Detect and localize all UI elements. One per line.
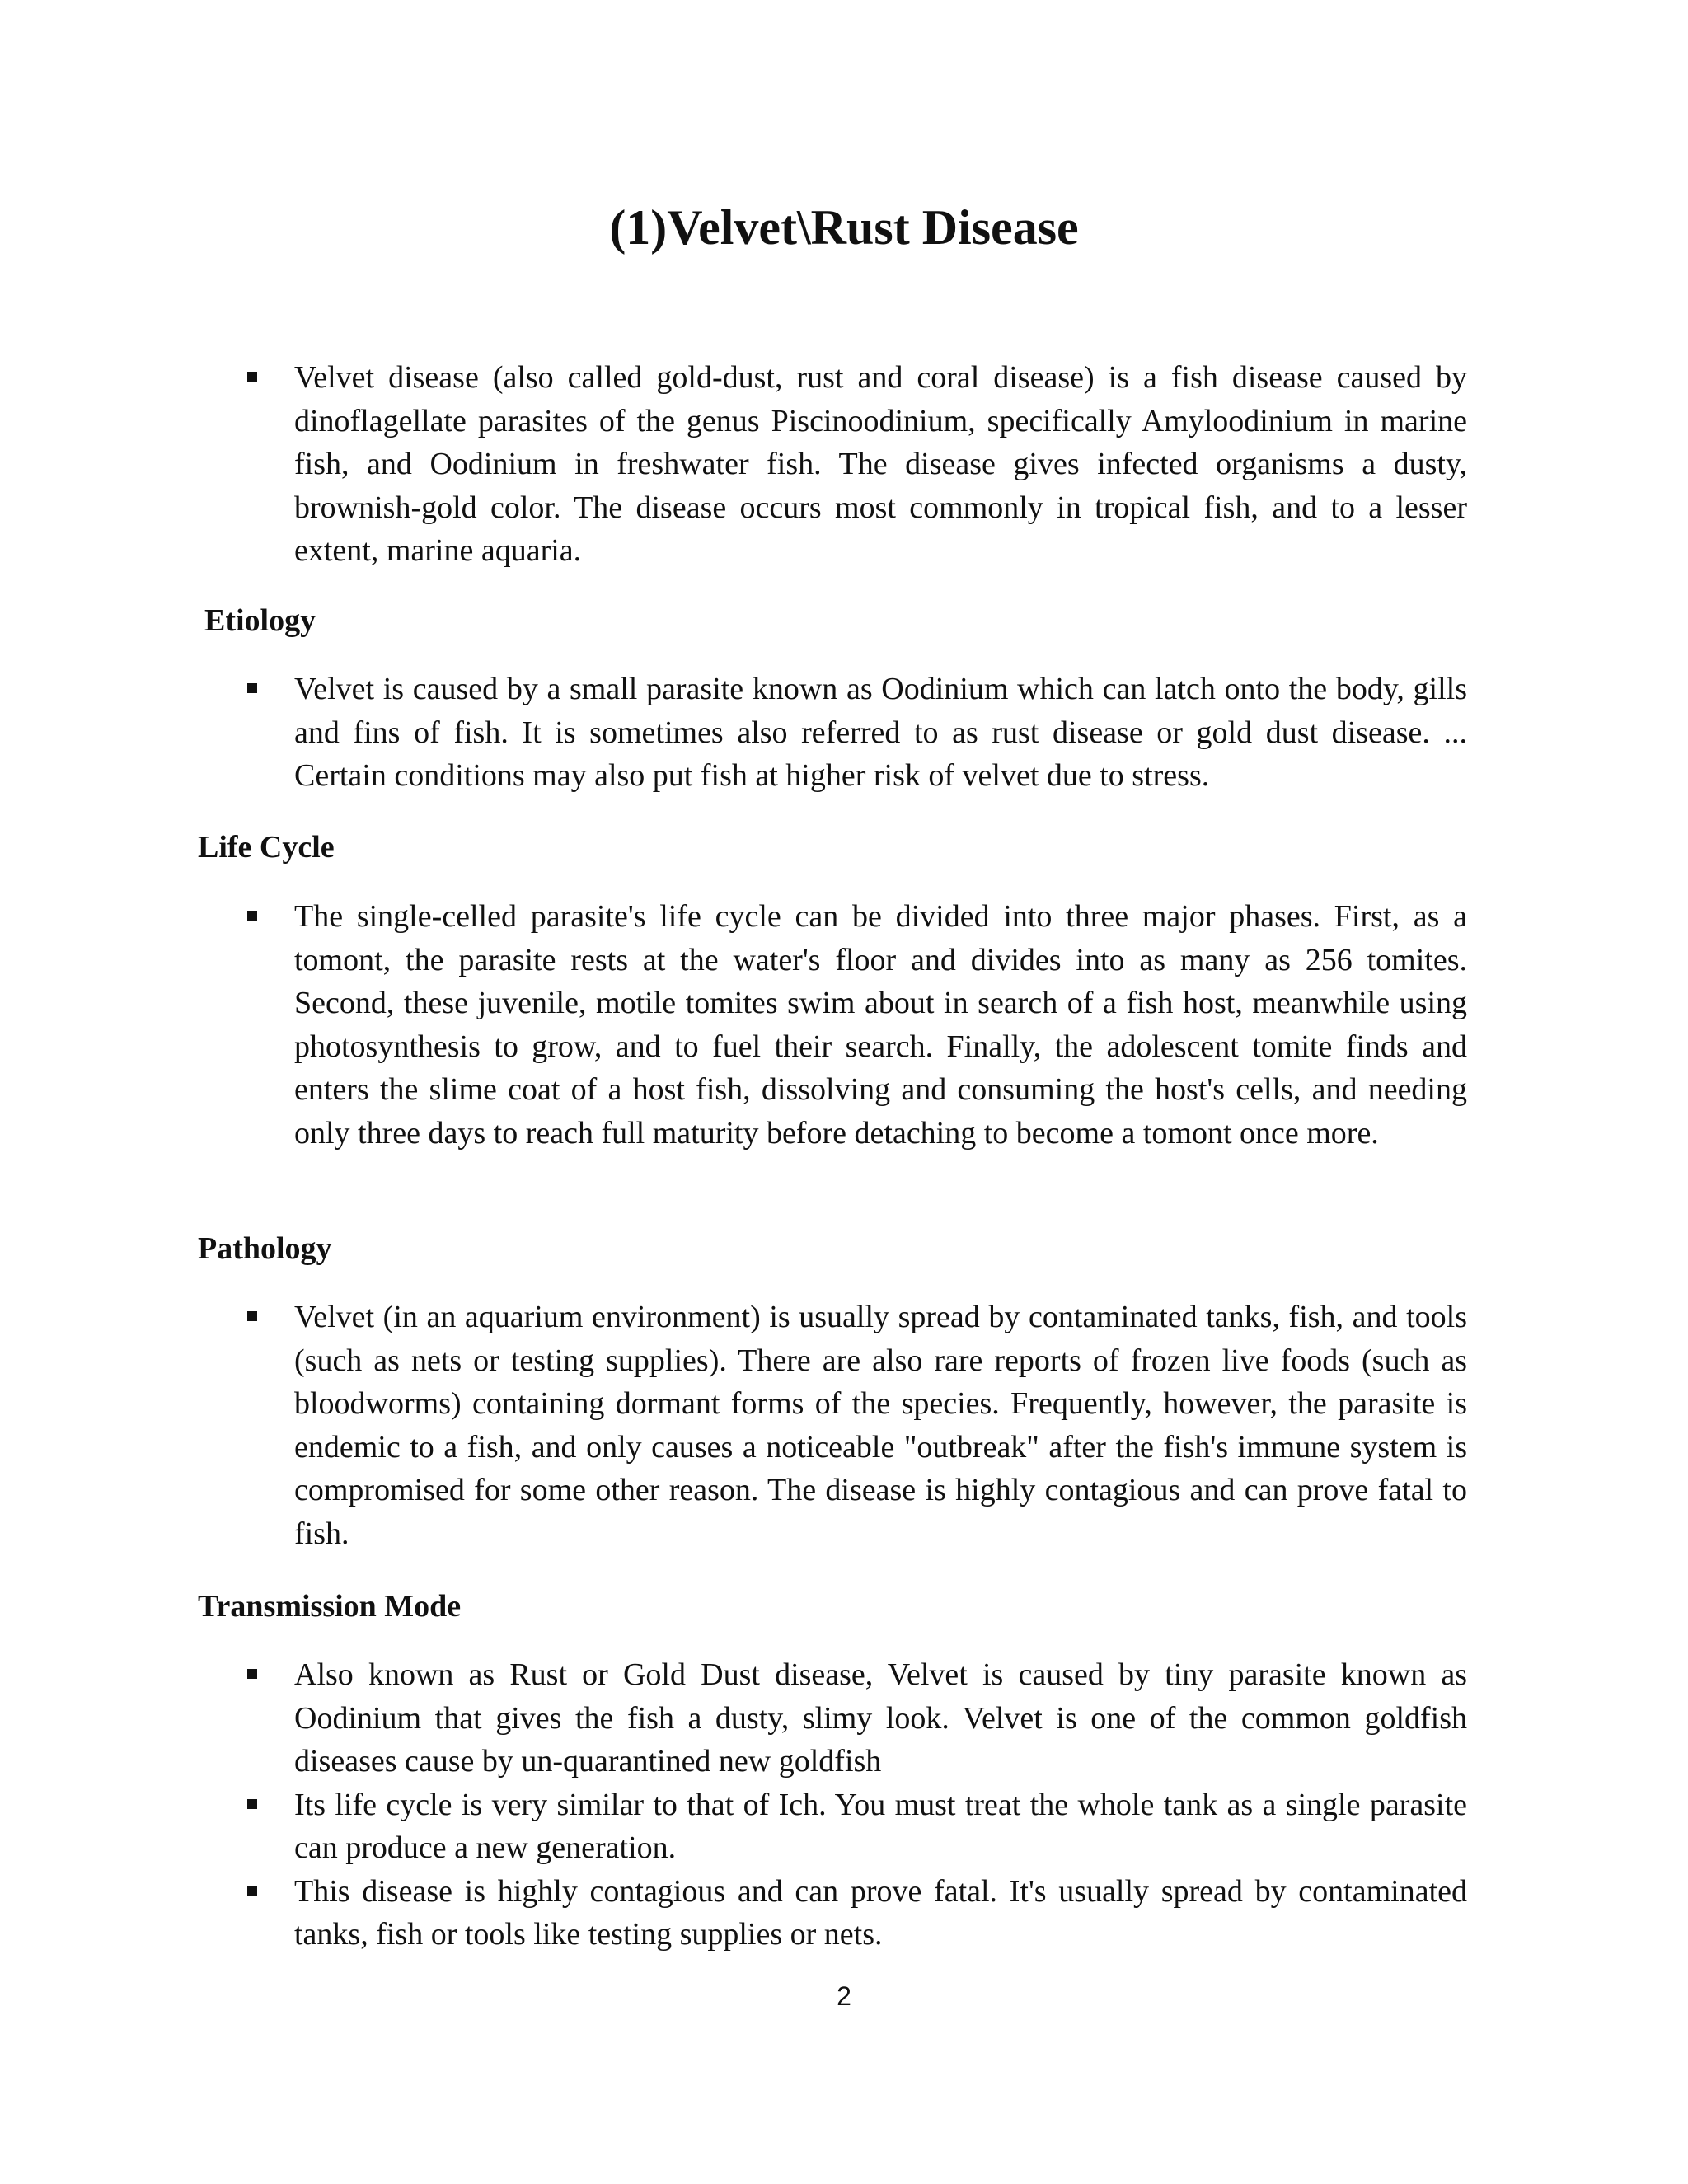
square-bullet-icon: [247, 683, 257, 693]
list-item: [0, 668, 1688, 798]
bullet-text: Its life cycle is very similar to that of Ich. You must treat the whole tank as a single parasite can produce a new generation.: [294, 1787, 1467, 1865]
list-item: [0, 356, 1688, 573]
section-heading-etiology: Etiology: [204, 603, 316, 638]
square-bullet-icon: [247, 1669, 257, 1679]
bullet-text: Velvet is caused by a small parasite known as Oodinium which can latch onto the body, gills and fins of fish. It is sometimes also referred to as rust disease or gold dust disease. ... Certain conditions may also put fish at higher risk of velvet due to stress.: [294, 672, 1467, 793]
list-item: [0, 1653, 1688, 1783]
square-bullet-icon: [247, 1311, 257, 1321]
section-heading-transmission-mode: Transmission Mode: [198, 1589, 462, 1624]
page-title: (1)Velvet\Rust Disease: [609, 200, 1079, 255]
list-item: [0, 1296, 1688, 1555]
square-bullet-icon: [247, 1886, 257, 1896]
intro-bullet-list: [0, 356, 1688, 573]
section-heading-pathology: Pathology: [198, 1231, 332, 1266]
list-item: [0, 1870, 1688, 1957]
pathology-bullet-list: [0, 1296, 1688, 1555]
bullet-text: Also known as Rust or Gold Dust disease, Velvet is caused by tiny parasite known as Oodinium that gives the fish a dusty, slimy look. Velvet is one of the common goldfish diseases cause by un-quarantined new goldfish: [294, 1657, 1467, 1779]
list-item: [0, 1783, 1688, 1870]
square-bullet-icon: [247, 1799, 257, 1809]
etiology-bullet-list: [0, 668, 1688, 798]
page-number: 2: [837, 1981, 851, 2011]
bullet-text: Velvet (in an aquarium environment) is usually spread by contaminated tanks, fish, and tools (such as nets or testing supplies). There are also rare reports of frozen live foods (such as bloodworms) containing dormant forms of the species. Frequently, however, the parasite is endemic to a fish, and only causes a noticeable "outbreak" after the fish's immune system is compromised for some other reason. The disease is highly contagious and can prove fatal to fish.: [294, 1300, 1467, 1551]
transmission-mode-bullet-list: [0, 1653, 1688, 1957]
bullet-text: The single-celled parasite's life cycle can be divided into three major phases. First, as a tomont, the parasite rests at the water's floor and divides into as many as 256 tomites. Second, these juvenile, motile tomites swim about in search of a fish host, meanwhile using photosynthesis to grow, and to fuel their search. Finally, the adolescent tomite finds and enters the slime coat of a host fish, dissolving and consuming the host's cells, and needing only three days to reach full maturity before detaching to become a tomont once more.: [294, 899, 1467, 1151]
bullet-text: Velvet disease (also called gold-dust, rust and coral disease) is a fish disease caused by dinoflagellate parasites of the genus Piscinoodinium, specifically Amyloodinium in marine fish, and Oodinium in freshwater fish. The disease gives infected organisms a dusty, brownish-gold color. The disease occurs most commonly in tropical fish, and to a lesser extent, marine aquaria.: [294, 360, 1467, 568]
life-cycle-bullet-list: [0, 895, 1688, 1155]
square-bullet-icon: [247, 911, 257, 921]
bullet-text: This disease is highly contagious and can prove fatal. It's usually spread by contaminated tanks, fish or tools like testing supplies or nets.: [294, 1873, 1467, 1952]
list-item: [0, 895, 1688, 1155]
square-bullet-icon: [247, 372, 257, 382]
section-heading-life-cycle: Life Cycle: [198, 830, 335, 865]
